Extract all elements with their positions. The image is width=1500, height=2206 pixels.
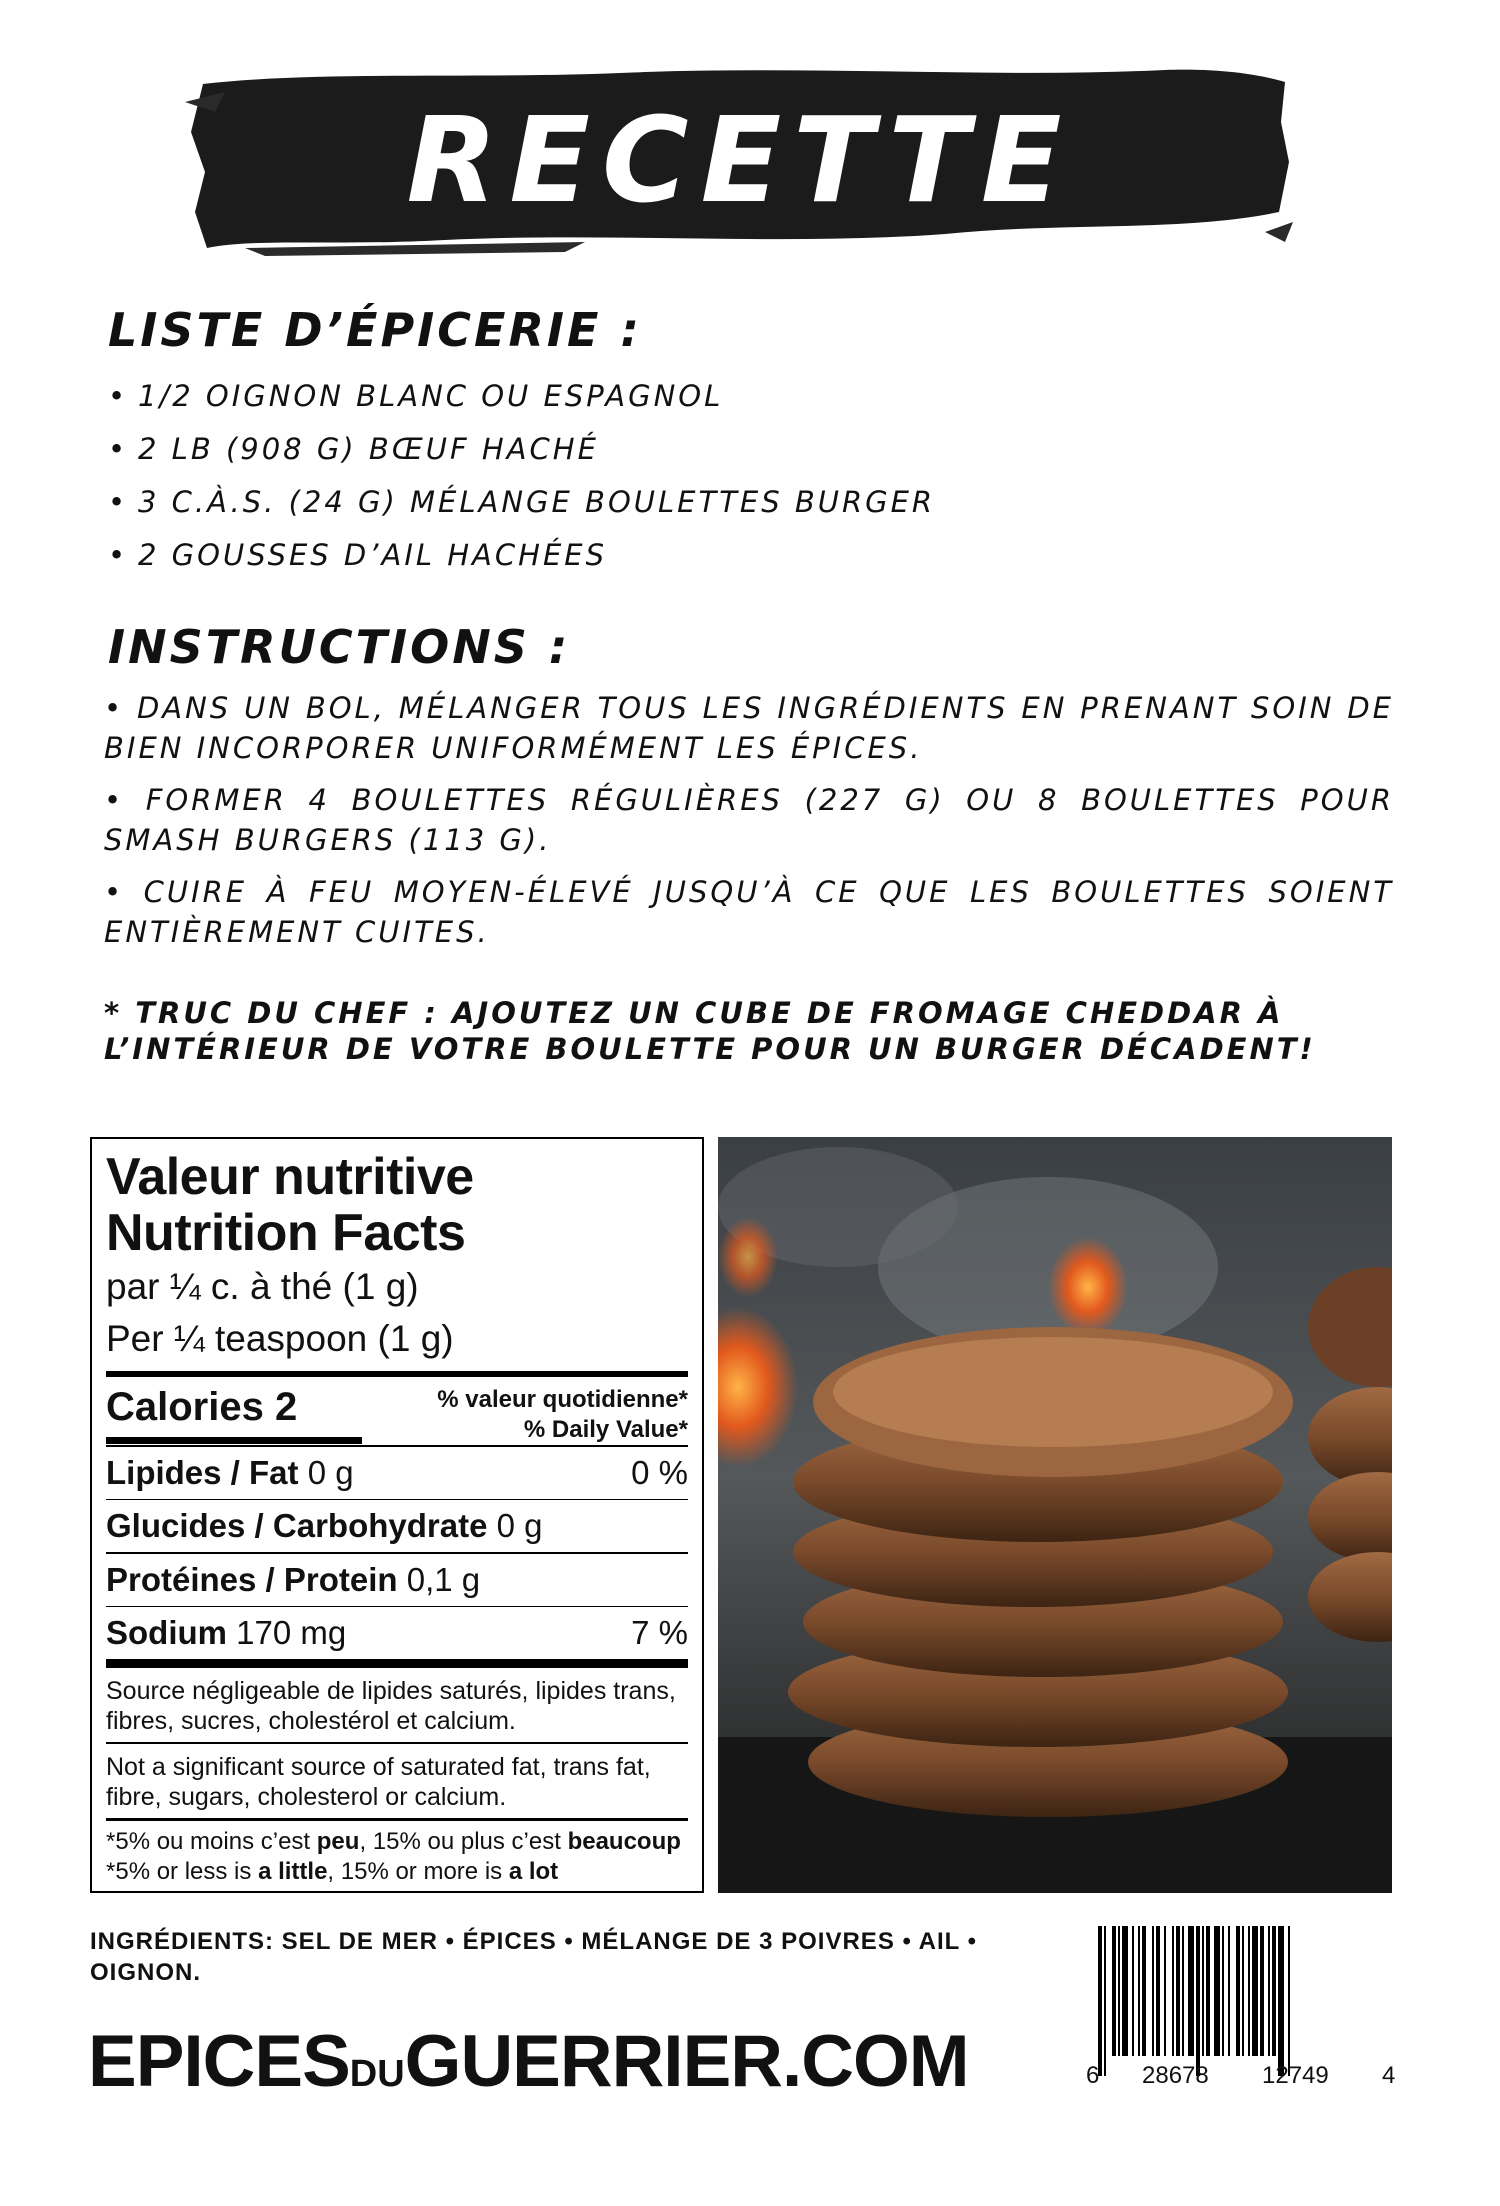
daily-value-en: % Daily Value* xyxy=(523,1416,688,1443)
note-fr: Source négligeable de lipides saturés, lipides trans, fibres, sucres, cholestérol et calcium. xyxy=(106,1677,676,1735)
barcode-bar xyxy=(1214,1926,1220,2056)
nutrient-label: Glucides / Carbohydrate xyxy=(106,1507,488,1544)
instruction-step: • FORMER 4 BOULETTES RÉGULIÈRES (227 G) OU 8 BOULETTES POUR SMASH BURGERS (113 G). xyxy=(104,783,1394,857)
list-item: • 2 GOUSSES D’AIL HACHÉES xyxy=(108,529,935,582)
barcode-bar xyxy=(1122,1926,1128,2056)
nutrient-label: Lipides / Fat xyxy=(106,1453,299,1491)
barcode-digit-1: 6 xyxy=(1086,2062,1100,2089)
nutrient-amount: 170 mg xyxy=(236,1614,347,1651)
nutrient-row-fat xyxy=(106,1447,688,1499)
divider xyxy=(106,1437,362,1444)
barcode-bar xyxy=(1236,1926,1240,2056)
barcode-bar xyxy=(1278,1926,1284,2076)
brand-url xyxy=(88,2022,969,2122)
brand-part-1: EPICES xyxy=(88,2021,350,2102)
nutrition-facts-panel xyxy=(90,1137,704,1893)
barcode-bar xyxy=(1188,1926,1194,2056)
nutrient-row-carbohydrate xyxy=(106,1500,688,1552)
nutrition-title-fr: Valeur nutritive xyxy=(106,1148,474,1206)
nutrition-title-en: Nutrition Facts xyxy=(106,1204,466,1262)
nutrient-percent: 7 % xyxy=(631,1614,688,1651)
barcode-bar xyxy=(1172,1926,1174,2056)
barcode-bar xyxy=(1104,1926,1106,2076)
nutrient-row-sodium xyxy=(106,1607,688,1659)
brand-part-2: DU xyxy=(349,2053,405,2095)
grocery-list xyxy=(108,370,935,582)
instructions-title: INSTRUCTIONS : xyxy=(108,620,571,674)
barcode-bar xyxy=(1272,1926,1276,2056)
barcode-bar xyxy=(1196,1926,1200,2076)
barcode-bar xyxy=(1138,1926,1140,2056)
barcode-digit-group-2: 12749 xyxy=(1262,2062,1329,2089)
barcode-bar xyxy=(1132,1926,1134,2056)
daily-value-fr: % valeur quotidienne* xyxy=(437,1386,688,1413)
nutrient-amount: 0 g xyxy=(496,1507,543,1544)
barcode-bar xyxy=(1206,1926,1210,2056)
list-item: • 2 LB (908 G) BŒUF HACHÉ xyxy=(108,423,935,476)
barcode-bar xyxy=(1164,1926,1166,2056)
nutrient-label: Protéines / Protein xyxy=(106,1560,398,1598)
barcode-bar xyxy=(1142,1926,1146,2056)
barcode-digits xyxy=(1086,2062,1396,2092)
chef-tip: * TRUC DU CHEF : AJOUTEZ UN CUBE DE FROMAGE CHEDDAR À L’INTÉRIEUR DE VOTRE BOULETTE POUR UN BURGER DÉCADENT! xyxy=(104,996,1316,1066)
list-item: • 3 C.À.S. (24 G) MÉLANGE BOULETTES BURGER xyxy=(108,476,935,529)
nutrient-row-protein xyxy=(106,1554,688,1606)
divider xyxy=(106,1659,688,1668)
barcode-bar xyxy=(1288,1926,1290,2076)
barcode-bar xyxy=(1268,1926,1270,2056)
note-en: Not a significant source of saturated fat, trans fat, fibre, sugars, cholesterol or calcium. xyxy=(106,1752,651,1811)
barcode-bar xyxy=(1182,1926,1184,2056)
daily-value-header xyxy=(437,1385,688,1445)
grocery-list-title: LISTE D’ÉPICERIE : xyxy=(108,303,642,357)
instruction-step: • DANS UN BOL, MÉLANGER TOUS LES INGRÉDIENTS EN PRENANT SOIN DE BIEN INCORPORER UNIFORMÉMENT LES ÉPICES. xyxy=(104,691,1394,765)
serving-size-en: Per ¼ teaspoon (1 g) xyxy=(106,1318,454,1359)
serving-size-fr: par ¼ c. à thé (1 g) xyxy=(106,1266,419,1307)
footnote-fr: *5% ou moins c’est peu, 15% ou plus c’est beaucoup xyxy=(106,1827,681,1855)
barcode-bar xyxy=(1248,1926,1250,2056)
barcode-bar xyxy=(1242,1926,1244,2056)
barcode-bar xyxy=(1222,1926,1224,2056)
barcode-digit-2: 4 xyxy=(1382,2062,1396,2089)
footnote xyxy=(106,1821,688,1887)
calories-row xyxy=(106,1377,688,1445)
nutrient-amount: 0 g xyxy=(307,1453,354,1491)
burger-patties-photo xyxy=(718,1137,1392,1893)
barcode-bar xyxy=(1152,1926,1154,2056)
barcode-bar xyxy=(1112,1926,1116,2056)
calories-label: Calories 2 xyxy=(106,1385,298,1429)
barcode-bar xyxy=(1118,1926,1120,2056)
banner-title: RECETTE xyxy=(406,91,1074,229)
footnote-en: *5% or less is a little, 15% or more is a lot xyxy=(106,1857,559,1885)
barcode-bar xyxy=(1252,1926,1258,2056)
barcode-bar xyxy=(1156,1926,1160,2056)
barcode-bar xyxy=(1098,1926,1102,2076)
barcode-bar xyxy=(1228,1926,1230,2056)
barcode-bar xyxy=(1202,1926,1204,2056)
nutrient-amount: 0,1 g xyxy=(406,1560,481,1598)
barcode-bar xyxy=(1260,1926,1264,2056)
barcode-digit-group-1: 28678 xyxy=(1142,2062,1209,2089)
brand-part-3: GUERRIER.COM xyxy=(404,2021,969,2102)
nutrient-percent: 0 % xyxy=(631,1453,688,1491)
nutrient-label: Sodium xyxy=(106,1614,227,1651)
barcode-bar xyxy=(1176,1926,1180,2056)
instruction-step: • CUIRE À FEU MOYEN-ÉLEVÉ JUSQU’À CE QUE LES BOULETTES SOIENT ENTIÈREMENT CUITES. xyxy=(104,875,1394,949)
ingredients-list: INGRÉDIENTS: SEL DE MER • ÉPICES • MÉLANGE DE 3 POIVRES • AIL • OIGNON. xyxy=(90,1928,977,1986)
list-item: • 1/2 OIGNON BLANC OU ESPAGNOL xyxy=(108,370,935,423)
recipe-banner xyxy=(185,62,1295,258)
